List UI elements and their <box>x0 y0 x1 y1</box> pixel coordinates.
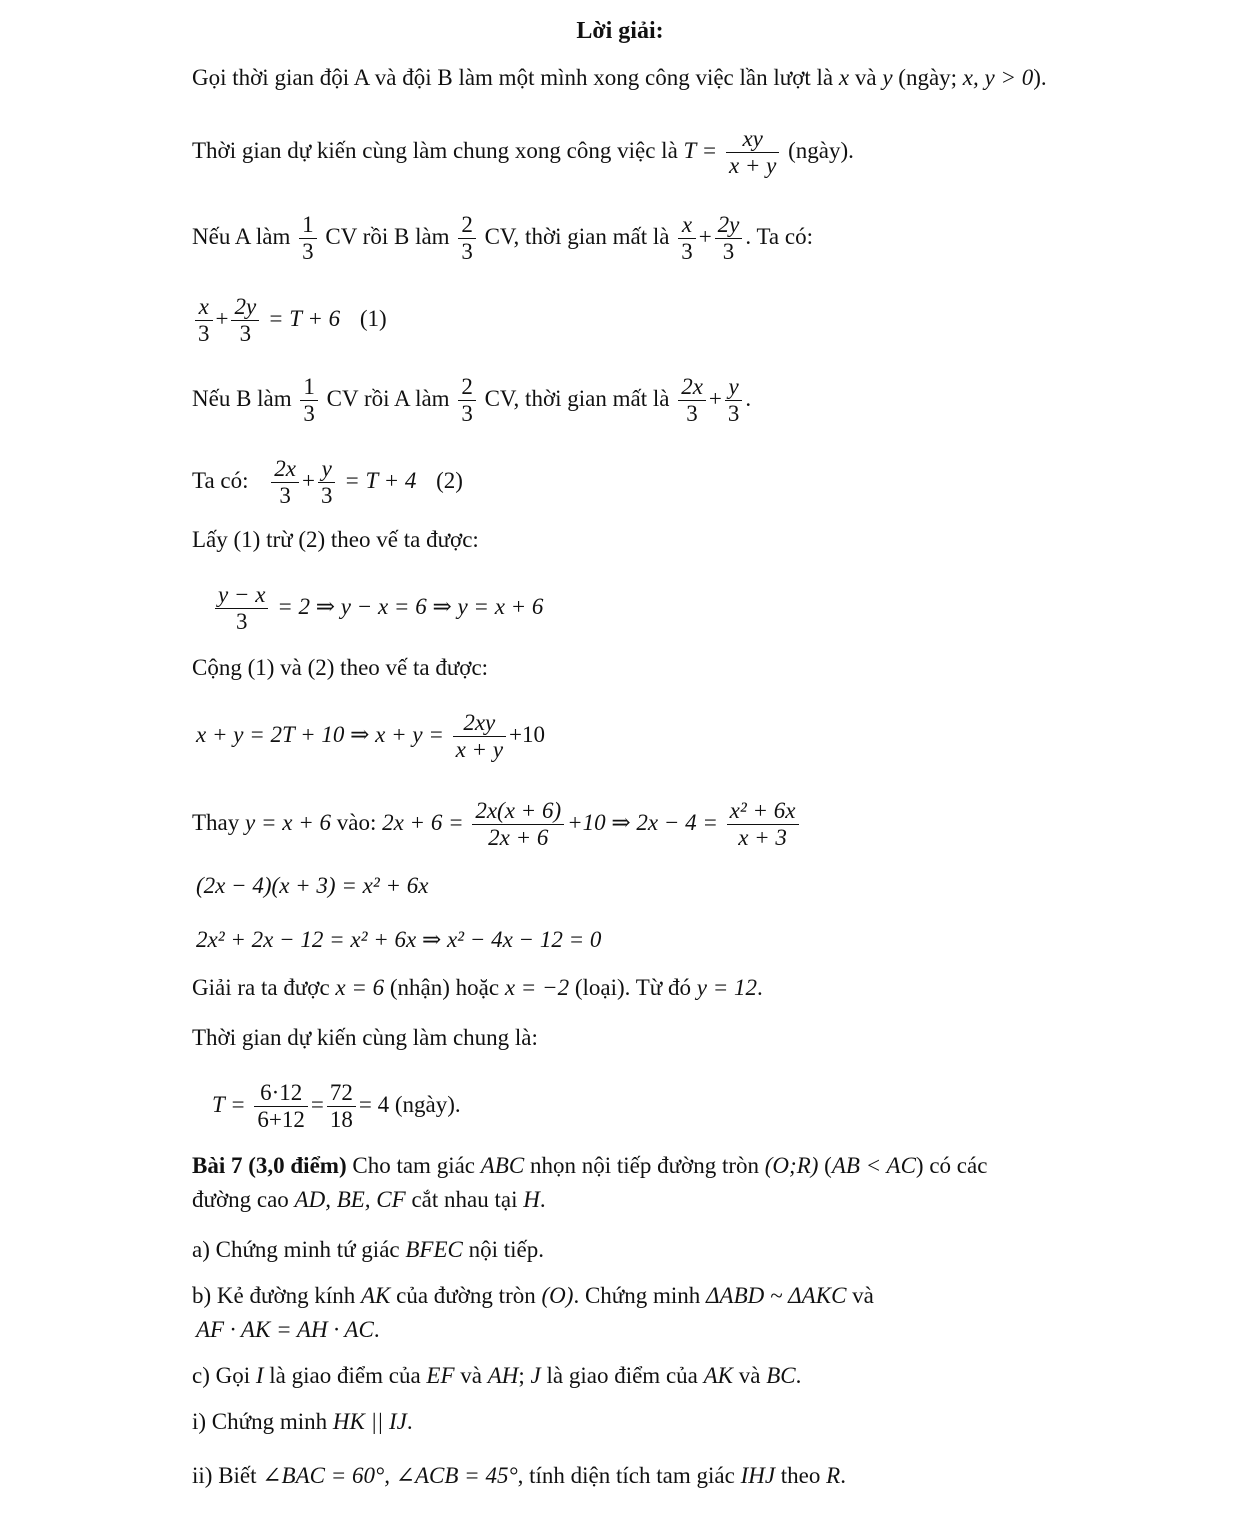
equation-4: x + y = 2T + 10 ⇒ x + y = $\frac{2xy}{x + y}$ +10 <box>196 710 546 762</box>
line-solve: Giải ra ta được x = 6 (nhận) hoặc x = −2 (loại). Từ đó y = 12. <box>192 975 763 1000</box>
problem-7-statement: Bài 7 (3,0 điểm) Cho tam giác ABC nhọn nội tiếp đường tròn (O;R) (AB < AC) có các <box>192 1153 988 1178</box>
part-c-i: i) Chứng minh HK || IJ. <box>192 1409 413 1434</box>
equation-6: (2x − 4)(x + 3) = x² + 6x <box>196 873 429 898</box>
part-b-cont: AF · AK = AH · AC. <box>196 1317 380 1342</box>
line-case-a-first: Nếu A làm $\frac{1}{3}$ CV rồi B làm $\frac{2}{3}$ CV, thời gian mất là $\frac{x}{3}$ + $\frac{2y}{3}$ . Ta có: <box>192 212 813 264</box>
equation-2: Ta có: $\frac{2x}{3}$ + $\frac{y}{3}$ = T + 4 (2) <box>192 456 463 508</box>
equation-8: T = $\frac{6\cdot 12}{6+12}$ = $\frac{72}{18}$ = 4 (ngày). <box>212 1080 461 1132</box>
equation-3: $\frac{y - x}{3}$ = 2 ⇒ y − x = 6 ⇒ y = x + 6 <box>212 582 543 635</box>
equation-7: 2x² + 2x − 12 = x² + 6x ⇒ x² − 4x − 12 = 0 <box>196 927 602 952</box>
solution-title: Lời giải: <box>576 18 664 44</box>
line-planned-time: Thời gian dự kiến cùng làm chung xong công việc là T = $\frac{xy}{x + y}$ (ngày). <box>192 126 854 178</box>
line-subtract: Lấy (1) trừ (2) theo vế ta được: <box>192 527 479 552</box>
part-c-ii: ii) Biết ∠BAC = 60°, ∠ACB = 45°, tính diện tích tam giác IHJ theo R. <box>192 1463 846 1488</box>
problem-7-statement-cont: đường cao AD, BE, CF cắt nhau tại H. <box>192 1187 546 1212</box>
line-planned-time-result: Thời gian dự kiến cùng làm chung là: <box>192 1025 538 1050</box>
line-case-b-first: Nếu B làm $\frac{1}{3}$ CV rồi A làm $\frac{2}{3}$ CV, thời gian mất là $\frac{2x}{3}$ + $\frac{y}{3}$ . <box>192 374 752 426</box>
equation-1: $\frac{x}{3}$ + $\frac{2y}{3}$ = T + 6 (1) <box>192 294 387 347</box>
fraction-xy: $\frac{xy}{x + y}$ <box>726 126 779 179</box>
part-b: b) Kẻ đường kính AK của đường tròn (O). Chứng minh ΔABD ~ ΔAKC và <box>192 1283 874 1308</box>
line-add: Cộng (1) và (2) theo vế ta được: <box>192 655 489 680</box>
equation-5: Thay y = x + 6 vào: 2x + 6 = $\frac{2x(x + 6)}{2x + 6}$ +10 ⇒ 2x − 4 = $\frac{\text{x² + 6x}}{x + 3}$ <box>192 798 802 851</box>
part-c: c) Gọi I là giao điểm của EF và AH; J là giao điểm của AK và BC. <box>192 1363 802 1388</box>
line-define-variables: Gọi thời gian đội A và đội B làm một mình xong công việc lần lượt là x và y (ngày; x, y > 0). <box>192 65 1047 90</box>
part-a: a) Chứng minh tứ giác BFEC nội tiếp. <box>192 1237 545 1262</box>
